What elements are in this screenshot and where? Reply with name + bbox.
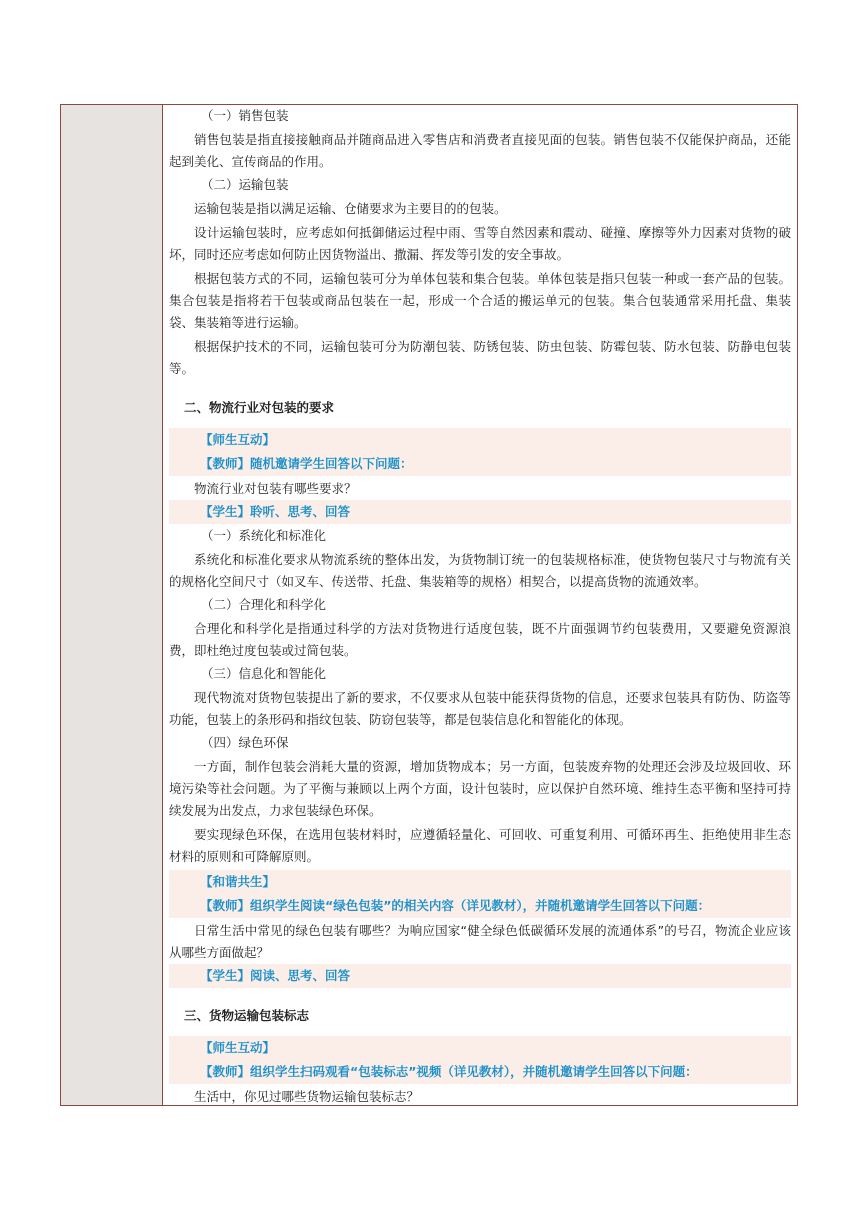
paragraph: 设计运输包装时，应考虑如何抵御储运过程中雨、雪等自然因素和震动、碰撞、摩擦等外力因素对货物的破坏，同时还应考虑如何防止因货物溢出、撒漏、挥发等引发的安全事故。 — [169, 225, 791, 262]
paragraph: 要实现绿色环保，在选用包装材料时，应遵循轻量化、可回收、可重复利用、可循环再生、拒绝使用非生态材料的原则和可降解原则。 — [169, 827, 791, 864]
question: 日常生活中常见的绿色包装有哪些？为响应国家“健全绿色低碳循环发展的流通体系”的号召，物流企业应该从哪些方面做起？ — [169, 923, 791, 960]
teacher-line: 【教师】组织学生阅读“绿色包装”的相关内容（详见教材），并随机邀请学生回答以下问题： — [200, 898, 711, 913]
paragraph: 运输包装是指以满足运输、仓储要求为主要目的的包装。 — [194, 201, 507, 216]
paragraph: 系统化和标准化要求从物流系统的整体出发，为货物制订统一的包装规格标准，使货物包装尺寸与物流有关的规格化空间尺寸（如叉车、传送带、托盘、集装箱等的规格）相契合，以提高货物的流通效率。 — [169, 552, 791, 589]
paragraph: 根据保护技术的不同，运输包装可分为防潮包装、防锈包装、防虫包装、防霉包装、防水包装、防静电包装等。 — [169, 339, 791, 376]
section-title: （二）运输包装 — [201, 177, 289, 192]
paragraph: 根据包装方式的不同，运输包装可分为单体包装和集合包装。单体包装是指只包装一种或一套产品的包装。集合包装是指将若干包装或商品包装在一起，形成一个合适的搬运单元的包装。集合包装通常采用托盘、集装袋、集装箱等进行运输。 — [169, 271, 791, 330]
section-title: （三）信息化和智能化 — [201, 666, 327, 681]
teacher-line: 【教师】组织学生扫码观看“包装标志”视频（详见教材），并随机邀请学生回答以下问题： — [200, 1064, 698, 1079]
question: 生活中，你见过哪些货物运输包装标志？ — [194, 1089, 420, 1104]
paragraph: 合理化和科学化是指通过科学的方法对货物进行适度包装，既不片面强调节约包装费用，又要避免资源浪费，即杜绝过度包装或过简包装。 — [169, 621, 791, 658]
interaction-tag: 【师生互动】 — [200, 432, 276, 447]
paragraph: 现代物流对货物包装提出了新的要求，不仅要求从包装中能获得货物的信息，还要求包装具有防伪、防盗等功能，包装上的条形码和指纹包装、防窃包装等，都是包装信息化和智能化的体现。 — [169, 690, 791, 727]
paragraph: 一方面，制作包装会消耗大量的资源，增加货物成本；另一方面，包装废弃物的处理还会涉及垃圾回收、环境污染等社会问题。为了平衡与兼顾以上两个方面，设计包装时，应以保护自然环境、维持生态平衡和坚持可持续发展为出发点，力求包装绿色环保。 — [169, 759, 791, 818]
heading: 二、物流行业对包装的要求 — [184, 400, 335, 415]
content-column — [169, 105, 791, 1108]
student-line: 【学生】阅读、思考、回答 — [200, 968, 351, 983]
teacher-line: 【教师】随机邀请学生回答以下问题： — [200, 456, 413, 471]
section-title: （四）绿色环保 — [201, 735, 289, 750]
left-column — [61, 105, 163, 1105]
heading: 三、货物运输包装标志 — [184, 1008, 310, 1023]
interaction-box — [169, 1036, 791, 1084]
student-line: 【学生】聆听、思考、回答 — [200, 504, 351, 519]
interaction-tag: 【师生互动】 — [200, 1040, 276, 1055]
section-title: （一）销售包装 — [201, 108, 289, 123]
section-title: （二）合理化和科学化 — [201, 597, 327, 612]
interaction-box — [169, 428, 791, 476]
paragraph: 销售包装是指直接接触商品并随商品进入零售店和消费者直接见面的包装。销售包装不仅能保护商品，还能起到美化、宣传商品的作用。 — [169, 132, 791, 169]
lesson-table — [60, 104, 798, 1106]
interaction-tag: 【和谐共生】 — [200, 874, 276, 889]
interaction-box — [169, 964, 791, 988]
interaction-box — [169, 870, 791, 918]
question: 物流行业对包装有哪些要求？ — [194, 481, 357, 496]
interaction-box — [169, 500, 791, 524]
section-title: （一）系统化和标准化 — [201, 528, 327, 543]
